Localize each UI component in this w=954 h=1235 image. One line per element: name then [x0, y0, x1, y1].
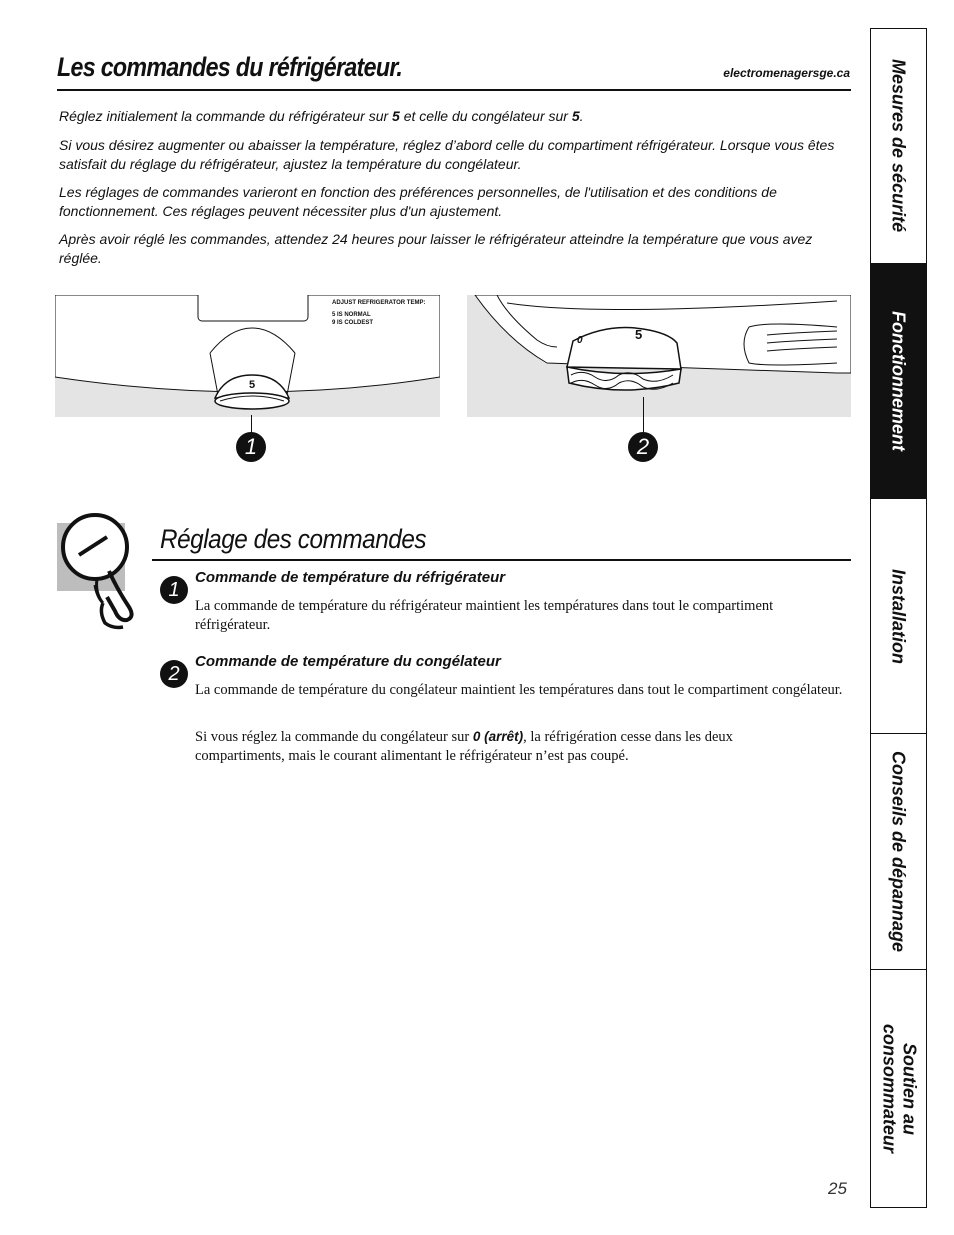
item-1-badge: 1: [160, 576, 188, 604]
refrigerator-control-illustration: [55, 295, 440, 417]
freezer-control-illustration: [467, 295, 851, 417]
page-number: 25: [828, 1179, 847, 1198]
page-title: Les commandes du réfrigérateur.: [57, 52, 403, 82]
website-url[interactable]: electromenagersge.ca: [723, 66, 850, 80]
tab-soutien-au-consommateur[interactable]: [871, 971, 926, 1207]
section-rule: [152, 559, 851, 561]
intro-paragraph-4: Après avoir réglé les commandes, attendez 24 heures pour laisser le réfrigérateur atteindre la température que vous avez réglée.: [59, 231, 813, 266]
tab-installation[interactable]: [871, 500, 926, 734]
freezer-control-figure: [467, 295, 851, 417]
item-2-body: La commande de température du congélateur maintient les températures dans tout le compartiment congélateur.: [195, 682, 843, 698]
header-rule: [57, 89, 851, 91]
refrigerator-control-figure: [55, 295, 440, 417]
side-tab-bar: [870, 28, 927, 1208]
intro-text: [59, 107, 851, 277]
tab-label: Mesures de sécurité: [888, 59, 909, 233]
callout-1-badge: 1: [236, 432, 266, 462]
intro-paragraph-2: Si vous désirez augmenter ou abaisser la température, réglez d’abord celle du compartiment réfrigérateur. Lorsque vous êtes satisfait du réglage du réfrigérateur, ajustez la température du congélateur.: [59, 137, 835, 172]
panel-label-line1: ADJUST REFRIGERATOR TEMP:: [332, 300, 426, 306]
item-2-off-setting: 0 (arrêt): [472, 729, 524, 744]
callout-2-badge: 2: [628, 432, 658, 462]
item-2-heading: Commande de température du congélateur: [195, 653, 501, 670]
tab-fonctionnement[interactable]: [871, 264, 926, 499]
item-2-body-2: [195, 727, 795, 766]
tab-label: Soutien au consommateur: [879, 1024, 920, 1154]
intro-p1-text-a: Réglez initialement la commande du réfrigérateur sur: [59, 108, 393, 124]
intro-p1-text-b: et celle du congélateur sur: [399, 108, 572, 124]
item-1-heading: Commande de température du réfrigérateur: [195, 569, 506, 586]
panel-label-line2: 5 IS NORMAL: [332, 312, 371, 318]
callout-1-leader: [251, 415, 252, 432]
tab-mesures-de-securite[interactable]: [871, 29, 926, 264]
intro-paragraph-1: [59, 107, 851, 126]
section-title: Réglage des commandes: [160, 524, 427, 554]
item-1-body: La commande de température du réfrigérateur maintient les températures dans tout le compartiment réfrigérateur.: [195, 598, 774, 633]
intro-paragraph-3: Les réglages de commandes varieront en fonction des préférences personnelles, de l'utilisation et des conditions de fonctionnement. Ces réglages peuvent nécessiter plus d'un ajustement.: [59, 184, 777, 219]
item-2-body-2-a: Si vous réglez la commande du congélateur sur: [195, 729, 473, 745]
fig2-dial-value: 5: [635, 327, 643, 342]
callout-2-leader: [643, 397, 644, 432]
intro-p1-bold-b: 5: [571, 108, 580, 124]
tab-label: Fonctionnement: [888, 311, 909, 451]
fig2-dial-value-off: 0: [577, 335, 583, 346]
tab-label: Conseils de dépannage: [888, 751, 909, 953]
hand-dial-icon: [57, 507, 137, 632]
fig1-dial-value: 5: [249, 379, 256, 391]
intro-p1-text-c: .: [579, 108, 584, 124]
item-2-badge: 2: [160, 660, 188, 688]
panel-label-line3: 9 IS COLDEST: [332, 320, 374, 326]
intro-p1-bold-a: 5: [392, 108, 400, 124]
item-2-body-2-c: , la réfrigération cesse dans les deux compartiments, mais le courant alimentant le réfrigérateur n’est pas coupé.: [195, 729, 733, 764]
tab-conseils-de-depannage[interactable]: [871, 735, 926, 970]
tab-label: Installation: [888, 568, 909, 664]
